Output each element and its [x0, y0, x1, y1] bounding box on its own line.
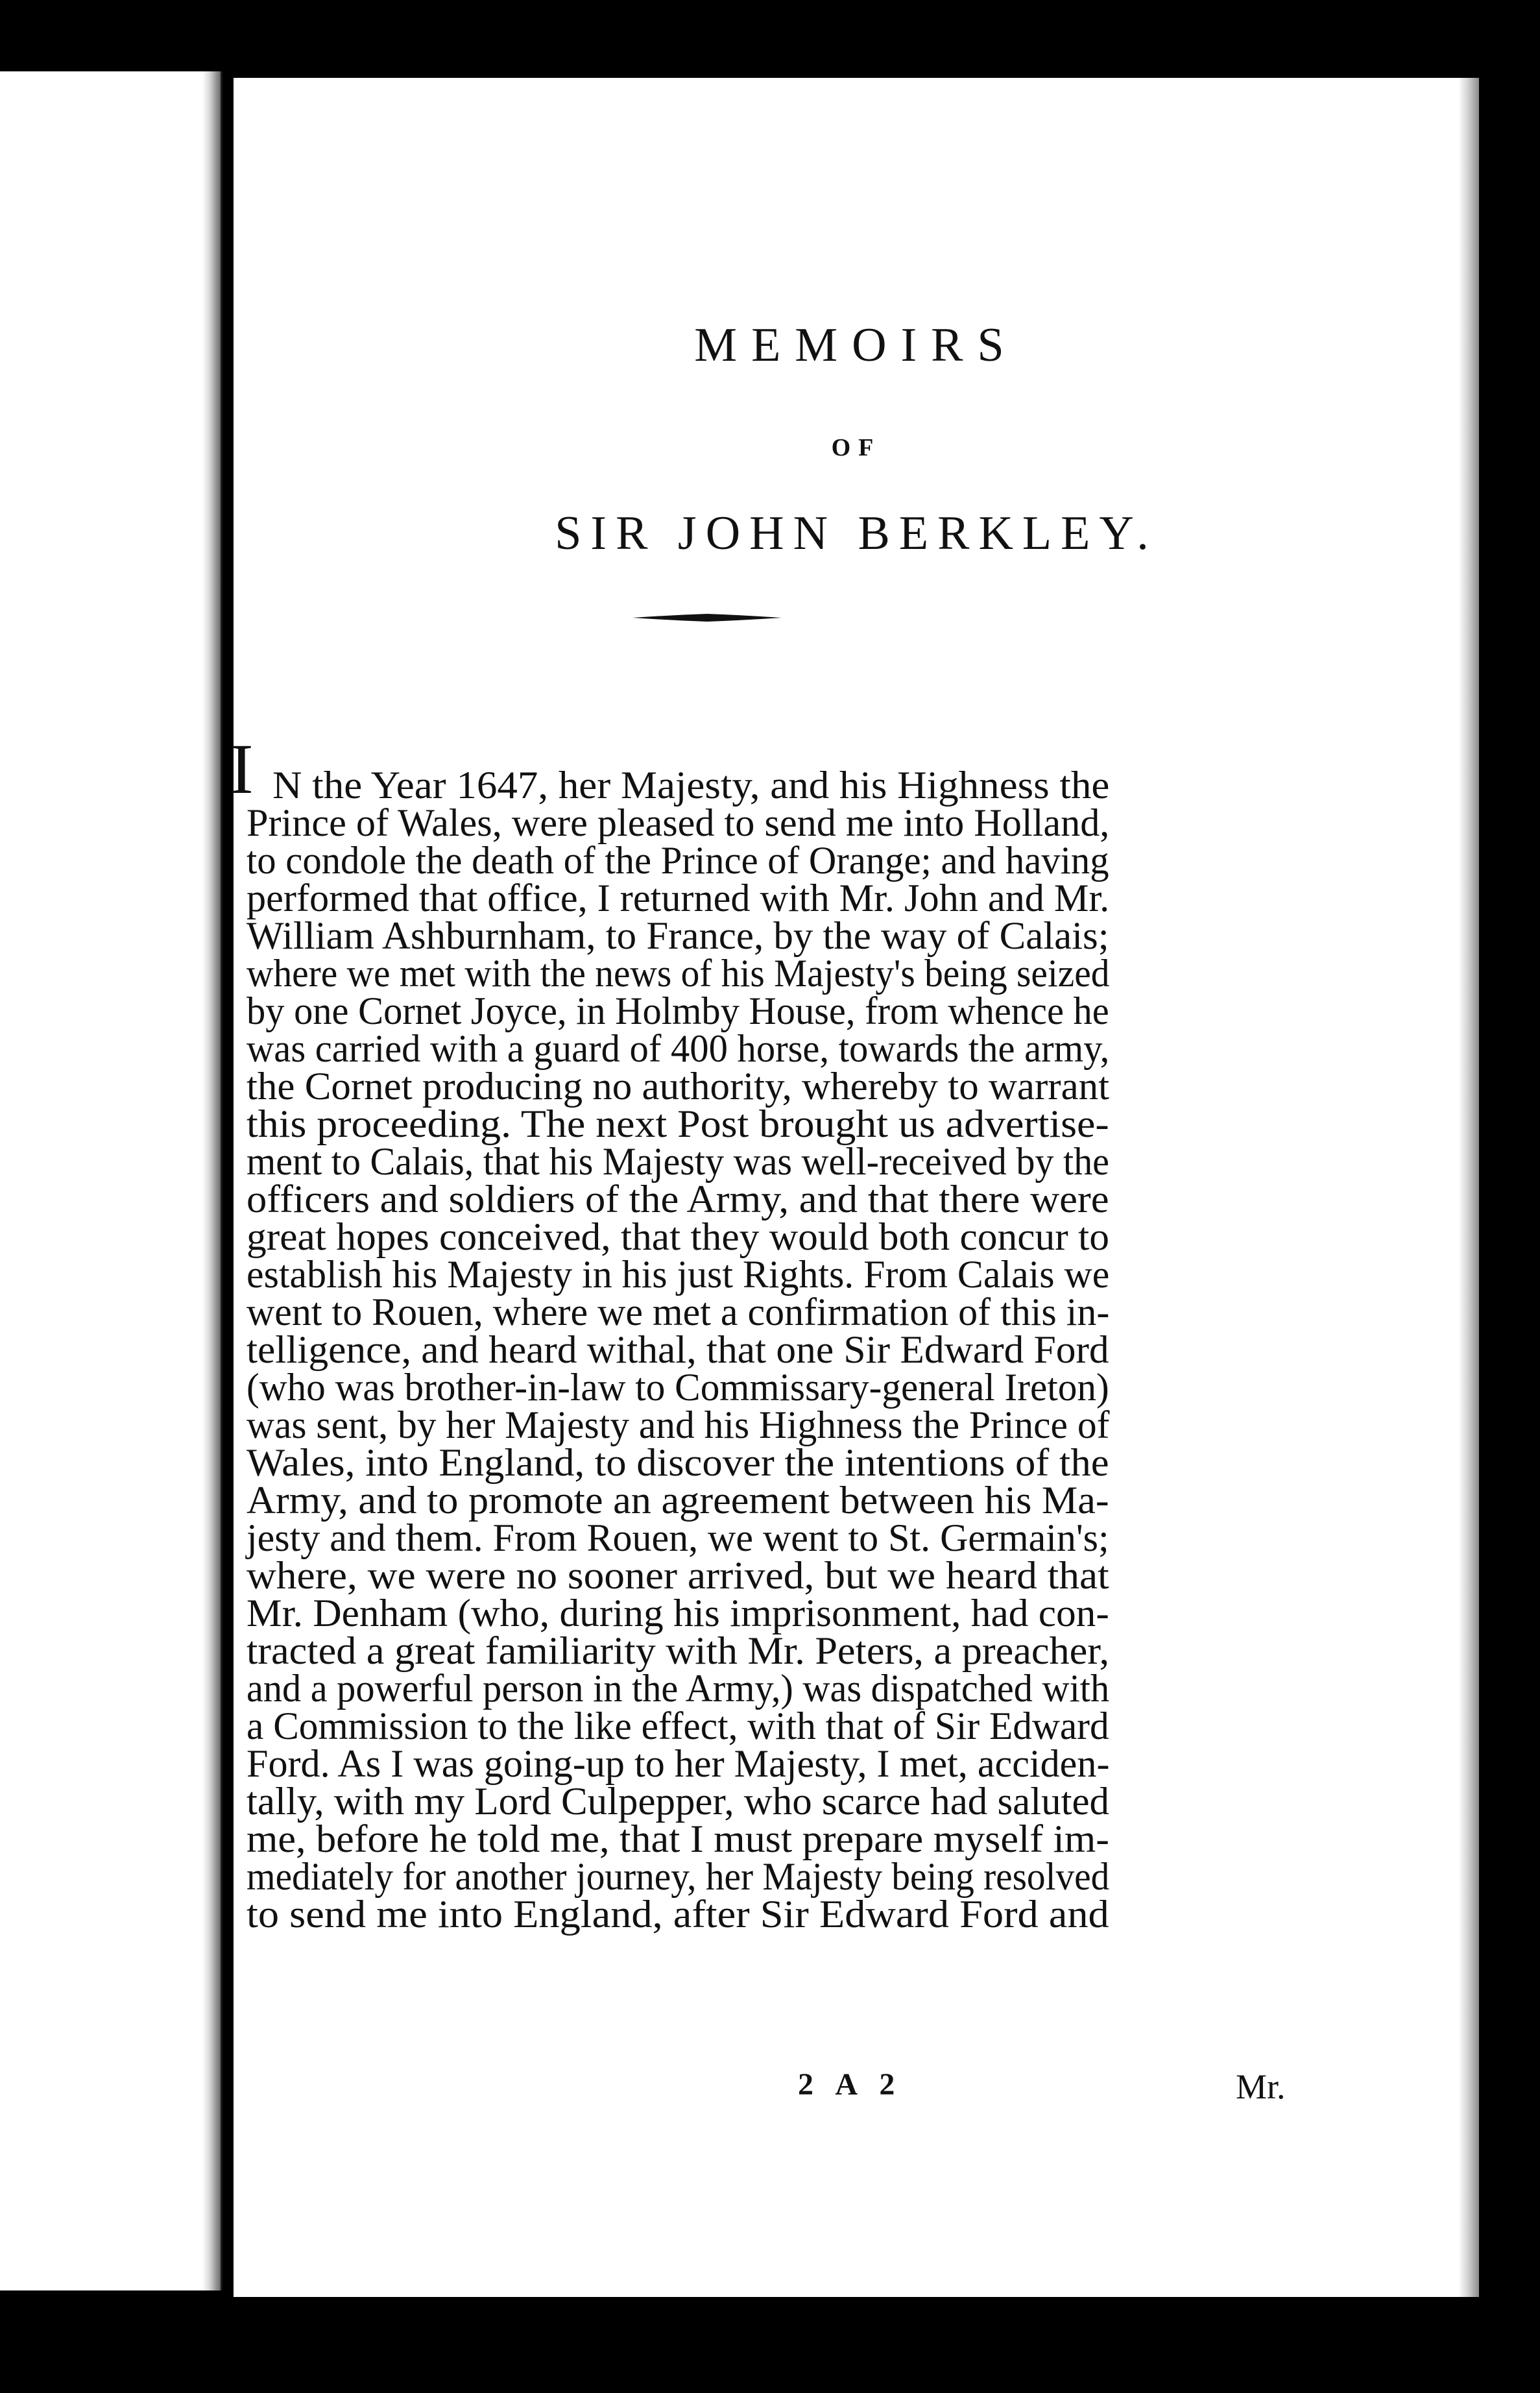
text-line: Ford. As I was going-up to her Majesty, I met, acciden- — [247, 1742, 1110, 1785]
text-line: ment to Calais, that his Majesty was well-received by the — [247, 1140, 1109, 1183]
text-line: the Cornet producing no authority, whereby to warrant — [247, 1065, 1110, 1108]
page-title: MEMOIRS — [694, 319, 1018, 372]
page-subtitle: SIR JOHN BERKLEY. — [555, 507, 1158, 560]
text-line: to send me into England, after Sir Edward Ford and — [247, 1893, 1109, 1936]
text-line: and a powerful person in the Army,) was dispatched with — [247, 1667, 1110, 1710]
text-line: (who was brother-in-law to Commissary-general Ireton) — [247, 1366, 1109, 1409]
left-page-margin — [0, 71, 223, 2290]
text-line: mediately for another journey, her Majesty being resolved — [247, 1855, 1110, 1898]
text-line: went to Rouen, where we met a confirmation of this in- — [247, 1291, 1110, 1333]
text-line: tally, with my Lord Culpepper, who scarce had saluted — [247, 1780, 1110, 1823]
text-line: where we met with the news of his Majesty's being seized — [247, 952, 1110, 995]
text-line: to condole the death of the Prince of Orange; and having — [247, 839, 1109, 882]
signature-mark: 2 A 2 — [798, 2067, 903, 2102]
text-line: Army, and to promote an agreement between his Ma- — [247, 1479, 1109, 1522]
text-line: jesty and them. From Rouen, we went to St. Germain's; — [247, 1516, 1109, 1559]
text-line: me, before he told me, that I must prepare myself im- — [247, 1817, 1109, 1860]
text-line: establish his Majesty in his just Rights. From Calais we — [247, 1253, 1110, 1296]
drop-cap: I — [230, 729, 254, 808]
text-line: tracted a great familiarity with Mr. Peters, a preacher, — [247, 1629, 1110, 1672]
text-line: N the Year 1647, her Majesty, and his Highness the — [272, 764, 1110, 807]
text-line: a Commission to the like effect, with that of Sir Edward — [247, 1705, 1109, 1747]
text-line: William Ashburnham, to France, by the way of Calais; — [247, 914, 1109, 957]
text-line: Mr. Denham (who, during his imprisonment, had con- — [247, 1592, 1109, 1634]
text-line: performed that office, I returned with Mr. John and Mr. — [247, 877, 1110, 919]
title-connector: OF — [831, 434, 882, 461]
text-line: telligence, and heard withal, that one Sir Edward Ford — [247, 1328, 1109, 1371]
text-line: officers and soldiers of the Army, and that there were — [247, 1178, 1109, 1221]
page-gutter-shadow — [202, 71, 221, 2290]
text-line: was sent, by her Majesty and his Highness the Prince of — [247, 1403, 1110, 1446]
text-line: was carried with a guard of 400 horse, towards the army, — [247, 1027, 1110, 1070]
text-line: Prince of Wales, were pleased to send me into Holland, — [247, 801, 1110, 844]
text-line: where, we were no sooner arrived, but we heard that — [247, 1554, 1109, 1597]
catchword: Mr. — [1236, 2067, 1286, 2106]
text-line: great hopes conceived, that they would both concur to — [247, 1215, 1109, 1258]
body-text — [230, 649, 1479, 2076]
text-line: Wales, into England, to discover the intentions of the — [247, 1441, 1109, 1484]
text-line: this proceeding. The next Post brought us advertise- — [247, 1102, 1109, 1145]
ornamental-rule — [632, 614, 782, 622]
text-line: by one Cornet Joyce, in Holmby House, from whence he — [247, 990, 1109, 1032]
book-page — [230, 78, 1479, 2297]
